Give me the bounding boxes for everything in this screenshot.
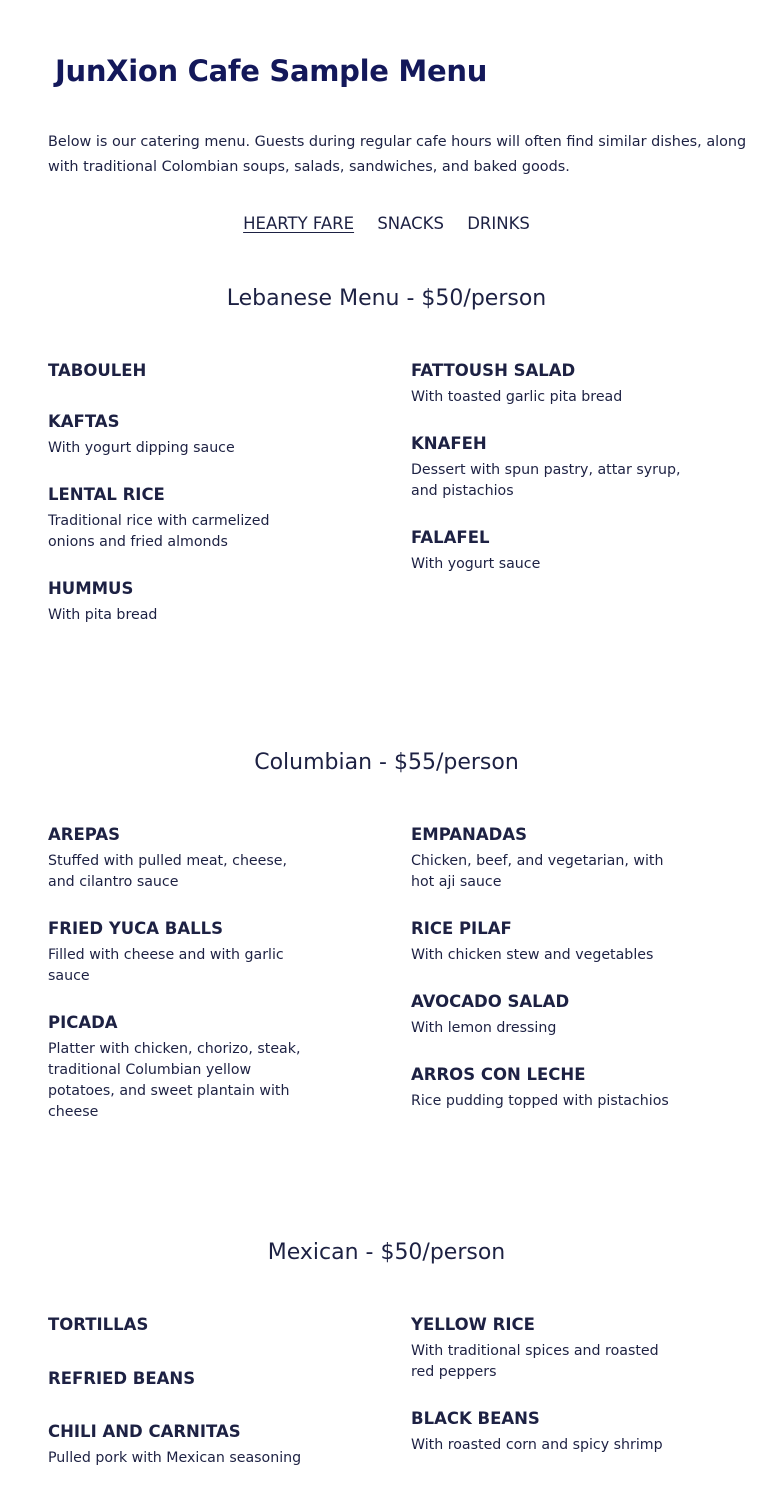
menu-item-description: With pita bread (48, 607, 158, 623)
section-title-columbian: Columbian - $55/person (254, 750, 519, 775)
menu-item-description: Filled with cheese and with garlic sauce (48, 947, 284, 984)
menu-item-description: Stuffed with pulled meat, cheese, and cilantro sauce (48, 853, 288, 890)
intro-text (48, 130, 747, 179)
menu-item (411, 528, 696, 575)
menu-item-description: Chicken, beef, and vegetarian, with hot aji sauce (411, 853, 664, 890)
lebanese-right-column (411, 361, 696, 595)
menu-item (48, 1422, 333, 1469)
menu-item-description: With yogurt sauce (411, 556, 541, 572)
menu-item (48, 579, 333, 626)
menu-item-description: Traditional rice with carmelized onions and fried almonds (48, 513, 270, 550)
menu-item-name: CHILI AND CARNITAS (48, 1422, 241, 1441)
intro-line-2: with traditional Colombian soups, salads, sandwiches, and baked goods. (48, 158, 570, 175)
menu-item (411, 1409, 696, 1456)
mexican-left-column (48, 1315, 333, 1489)
menu-item-description: With traditional spices and roasted red peppers (411, 1343, 659, 1380)
menu-item-name: HUMMUS (48, 579, 134, 598)
columbian-right-column (411, 825, 696, 1132)
page-title: JunXion Cafe Sample Menu (55, 54, 488, 88)
menu-item-description: With toasted garlic pita bread (411, 389, 623, 405)
menu-item-name: AREPAS (48, 825, 120, 844)
menu-item (411, 825, 696, 893)
menu-item (411, 361, 696, 408)
menu-item-name: PICADA (48, 1013, 118, 1032)
menu-item-name: ARROS CON LECHE (411, 1065, 586, 1084)
columbian-left-column (48, 825, 333, 1143)
nav-link-drinks[interactable]: DRINKS (467, 214, 530, 233)
nav-link-snacks[interactable]: SNACKS (377, 214, 444, 233)
menu-item-name: FATTOUSH SALAD (411, 361, 576, 380)
intro-line-1: Below is our catering menu. Guests during regular cafe hours will often find similar dishes, along (48, 134, 747, 150)
section-title-lebanese: Lebanese Menu - $50/person (226, 286, 547, 311)
menu-item (48, 412, 333, 459)
menu-item (48, 919, 333, 987)
menu-item-name: EMPANADAS (411, 825, 527, 844)
menu-item-name: KAFTAS (48, 412, 120, 431)
menu-item-name: RICE PILAF (411, 919, 512, 938)
menu-item (48, 1369, 333, 1389)
menu-item (411, 1315, 696, 1383)
menu-item-description: Dessert with spun pastry, attar syrup, and pistachios (411, 462, 681, 499)
menu-item (48, 1315, 333, 1335)
menu-category-nav (0, 214, 773, 233)
menu-item (411, 434, 696, 502)
menu-item-description: Rice pudding topped with pistachios (411, 1093, 669, 1109)
mexican-right-column (411, 1315, 696, 1476)
menu-item-name: FALAFEL (411, 528, 490, 547)
menu-item-name: BLACK BEANS (411, 1409, 540, 1428)
menu-item-description: With chicken stew and vegetables (411, 947, 654, 963)
menu-item-name: LENTAL RICE (48, 485, 165, 504)
menu-item-description: With yogurt dipping sauce (48, 440, 235, 456)
menu-item (48, 1013, 333, 1123)
menu-item-description: Platter with chicken, chorizo, steak, traditional Columbian yellow potatoes, and sweet plantain with cheese (48, 1041, 301, 1120)
menu-item-description: With roasted corn and spicy shrimp (411, 1437, 663, 1453)
nav-link-hearty-fare[interactable]: HEARTY FARE (243, 214, 355, 233)
section-title-mexican: Mexican - $50/person (267, 1240, 506, 1265)
menu-item-name: REFRIED BEANS (48, 1369, 196, 1388)
menu-item-name: TORTILLAS (48, 1315, 149, 1334)
menu-item-name: FRIED YUCA BALLS (48, 919, 224, 938)
menu-item (48, 485, 333, 553)
menu-item (48, 361, 333, 381)
menu-item (411, 992, 696, 1039)
menu-item-name: YELLOW RICE (411, 1315, 535, 1334)
menu-item-description: With lemon dressing (411, 1020, 557, 1036)
menu-item (411, 919, 696, 966)
menu-item (48, 825, 333, 893)
menu-item-name: KNAFEH (411, 434, 487, 453)
menu-item-name: TABOULEH (48, 361, 147, 380)
menu-item (411, 1065, 696, 1112)
menu-item-description: Pulled pork with Mexican seasoning (48, 1450, 302, 1466)
lebanese-left-column (48, 361, 333, 646)
menu-item-name: AVOCADO SALAD (411, 992, 570, 1011)
